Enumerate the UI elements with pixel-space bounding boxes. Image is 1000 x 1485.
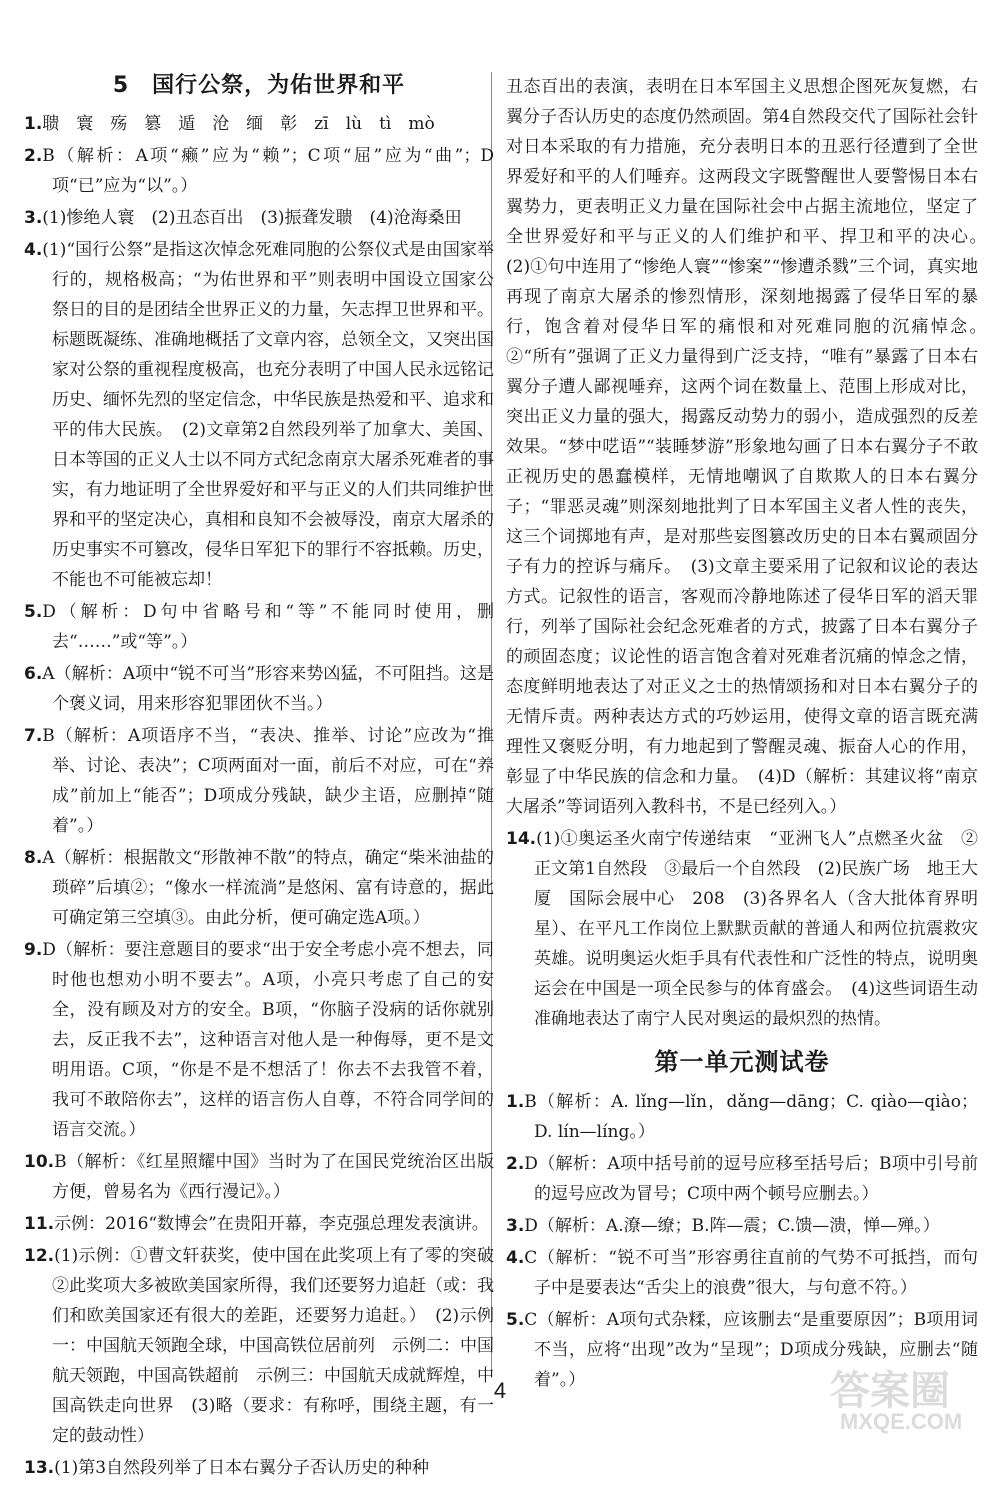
item-text: 聩 寰 殇 篡 遁 沧 缅 彰 zī lù tì mò	[42, 114, 435, 134]
answer-item	[24, 109, 494, 139]
item-number: 1.	[24, 114, 43, 134]
item-number: 9.	[24, 940, 43, 960]
right-column	[506, 72, 995, 1397]
answer-item	[24, 659, 494, 719]
item-text: A（解析：根据散文“形散神不散”的特点，确定“柴米油盐的琐碎”后填②；“像水一样流淌”是悠闲、富有诗意的，据此可确定第三空填③。由此分析，便可确定选A项。）	[42, 848, 494, 928]
answer-item	[24, 203, 494, 233]
item-number: 4.	[506, 1248, 525, 1268]
answer-item	[24, 1453, 494, 1483]
item-number: 1.	[506, 1092, 525, 1112]
answer-item	[24, 843, 494, 933]
answer-item	[24, 1209, 494, 1239]
item-text: 示例：2016“数博会”在贵阳开幕，李克强总理发表演讲。	[54, 1214, 489, 1234]
item-number: 5.	[506, 1310, 525, 1330]
item-text: D（解析：D句中省略号和“等”不能同时使用，删去“……”或“等”。）	[42, 602, 494, 652]
answer-item	[506, 824, 978, 1034]
unit-test-title: 第一单元测试卷	[654, 1048, 830, 1076]
answer-item	[24, 1147, 494, 1207]
item-text: B（解析：A项“癞”应为“赖”；C项“屈”应为“曲”；D项“已”应为“以”。）	[42, 146, 494, 196]
item-text: D（解析：A.潦—缭；B.阵—震；C.馈—溃，惮—殚。）	[524, 1216, 940, 1236]
section-title: 5 国行公祭，为佑世界和平	[112, 73, 406, 98]
item-number: 12.	[24, 1246, 55, 1266]
item-number: 11.	[24, 1214, 55, 1234]
item-text: A（解析：A项中“锐不可当”形容来势凶猛，不可阻挡。这是个褒义词，用来形容犯罪团伙不当。）	[42, 664, 494, 714]
item-text: (1)“国行公祭”是指这次悼念死难同胞的公祭仪式是由国家举行的，规格极高；“为佑世界和平”则表明中国设立国家公祭日的目的是团结全世界正义的力量，矢志捍卫世界和平。标题既凝练、准确地概括了文章内容，总领全文，又突出国家对公祭的重视程度极高，也充分表明了中国人民永远铭记历史、缅怀先烈的坚定信念，中华民族是热爱和平、追求和平的伟大民族。 (2)文章第2自然段列举了加拿大、美国、日本等国的正义人士以不同方式纪念南京大屠杀死难者的事实，有力地证明了全世界爱好和平与正义的人们共同维护世界和平的坚定决心，真相和良知不会被辱没，南京大屠杀的历史事实不可篡改，侵华日军犯下的罪行不容抵赖。历史，不能也不可能被忘却！	[42, 240, 494, 590]
watermark-logo	[820, 1359, 990, 1439]
item-13-continuation: 丑态百出的表演，表明在日本军国主义思想企图死灰复燃，右翼分子否认历史的态度仍然顽固。第4自然段交代了国际社会针对日本采取的有力措施，充分表明日本的丑恶行径遭到了全世界爱好和平的人们唾弃。这两段文字既警醒世人要警惕日本右翼势力，更表明正义力量在国际社会中占据主流地位，坚定了全世界爱好和平与正义的人们维护和平、捍卫和平的决心。 (2)①句中连用了“惨绝人寰”“惨案”“惨遭杀戮”三个词，真实地再现了南京大屠杀的惨烈情形，深刻地揭露了侵华日军的暴行，饱含着对侵华日军的痛恨和对死难同胞的沉痛悼念。 ②“所有”强调了正义力量得到广泛支持，“唯有”暴露了日本右翼分子遭人鄙视唾弃，这两个词在数量上、范围上形成对比，突出正义力量的强大，揭露反动势力的弱小，造成强烈的反差效果。“梦中呓语”“装睡梦游”形象地勾画了日本右翼分子不敢正视历史的愚蠢模样，无情地嘲讽了自欺欺人的日本右翼分子；“罪恶灵魂”则深刻地批判了日本军国主义者人性的丧失，这三个词掷地有声，是对那些妄图篡改历史的日本右翼顽固分子有力的控诉与痛斥。 (3)文章主要采用了记叙和议论的表达方式。记叙性的语言，客观而冷静地陈述了侵华日军的滔天罪行，列举了国际社会纪念死难者的方式，披露了日本右翼分子的顽固态度；议论性的语言饱含着对死难者沉痛的悼念之情，态度鲜明地表达了对正义之士的热情颂扬和对日本右翼分子的无情斥责。两种表达方式的巧妙运用，使得文章的语言既充满理性又褒贬分明，有力地起到了警醒灵魂、振奋人心的作用，彰显了中华民族的信念和力量。 (4)D（解析：其建议将“南京大屠杀”等词语列入教科书，不是已经列入。）	[506, 77, 995, 817]
item-number: 3.	[506, 1216, 525, 1236]
item-number: 14.	[506, 829, 537, 849]
item-number: 13.	[24, 1458, 55, 1478]
answer-item	[24, 721, 494, 841]
item-number: 3.	[24, 208, 43, 228]
item-number: 4.	[24, 240, 43, 260]
item-number: 2.	[506, 1154, 525, 1174]
item-text: D（解析：要注意题目的要求“出于安全考虑小亮不想去，同时他也想劝小明不要去”。A项，小亮只考虑了自己的安全，没有顾及对方的安全。B项，“你脑子没病的话你就别去，反正我不去”，这种语言对他人是一种侮辱，更不是文明用语。C项，“你是不是不想活了！你去不去我管不着，我可不敢陪你去”，这样的语言伤人自尊，不符合同学间的语言交流。）	[42, 940, 494, 1140]
item-text: (1)①奥运圣火南宁传递结束 “亚洲飞人”点燃圣火盆 ②正文第1自然段 ③最后一个自然段 (2)民族广场 地王大厦 国际会展中心 208 (3)各界名人（含大批体育界明星）、在平凡工作岗位上默默贡献的普通人和两位抗震救灾英雄。说明奥运火炬手具有代表性和广泛性的特点，说明奥运会在中国是一项全民参与的体育盛会。 (4)这些词语生动准确地表达了南宁人民对奥运的最炽烈的热情。	[534, 829, 978, 1029]
answer-item	[24, 597, 494, 657]
watermark-url: MXQE.COM	[840, 1409, 963, 1434]
item-number: 2.	[24, 146, 43, 166]
item-text: (1)惨绝人寰 (2)丑态百出 (3)振聋发聩 (4)沧海桑田	[42, 208, 462, 228]
watermark-text: 答案圈	[830, 1368, 950, 1414]
item-text: C（解析：“锐不可当”形容勇往直前的气势不可抵挡，而句子中是要表达“舌尖上的浪费”很大，与句意不符。）	[524, 1248, 978, 1298]
item-text: B（解析：A项语序不当，“表决、推举、讨论”应改为“推举、讨论、表决”；C项两面对一面，前后不对应，可在“养成”前加上“能否”；D项成分残缺，缺少主语，应删掉“随着”。）	[42, 726, 494, 836]
item-number: 10.	[24, 1152, 55, 1172]
item-text: B（解析：A. lǐng—lǐn，dǎng—dāng；C. qiào—qiào；D. lín—líng。）	[524, 1092, 978, 1142]
left-column	[24, 68, 511, 1485]
item-text: B（解析：《红星照耀中国》当时为了在国民党统治区出版方便，曾易名为《西行漫记》。）	[52, 1152, 494, 1202]
item-text: (1)示例：①曹文轩获奖，使中国在此奖项上有了零的突破 ②此奖项大多被欧美国家所得，我们还要努力追赶（或：我们和欧美国家还有很大的差距，还要努力追赶。） (2)示例一：中国航天领跑全球，中国高铁位居前列 示例二：中国航天领跑，中国高铁超前 示例三：中国航天成就辉煌，中国高铁走向世界 (3)略（要求：有称呼，围绕主题，有一定的鼓动性）	[52, 1246, 511, 1446]
answer-item	[24, 141, 494, 201]
item-text: (1)第3自然段列举了日本右翼分子否认历史的种种	[54, 1458, 430, 1478]
item-number: 7.	[24, 726, 43, 746]
answer-item	[506, 1149, 978, 1209]
answer-item	[506, 1087, 978, 1147]
item-number: 6.	[24, 664, 43, 684]
item-number: 8.	[24, 848, 43, 868]
item-text: C（解析：A项句式杂糅，应该删去“是重要原因”；B项用词不当，应将“出现”改为“呈现”；D项成分残缺，应删去“随着”。）	[524, 1310, 978, 1390]
answer-item	[24, 1241, 511, 1451]
item-number: 5.	[24, 602, 43, 622]
item-text: D（解析：A项中括号前的逗号应移至括号后；B项中引号前的逗号应改为冒号；C项中两个顿号应删去。）	[524, 1154, 978, 1204]
answer-item	[506, 1243, 978, 1303]
answer-item	[506, 1211, 978, 1241]
page-number: 4	[493, 1378, 507, 1403]
answer-item	[24, 235, 494, 595]
answer-item	[24, 935, 494, 1145]
